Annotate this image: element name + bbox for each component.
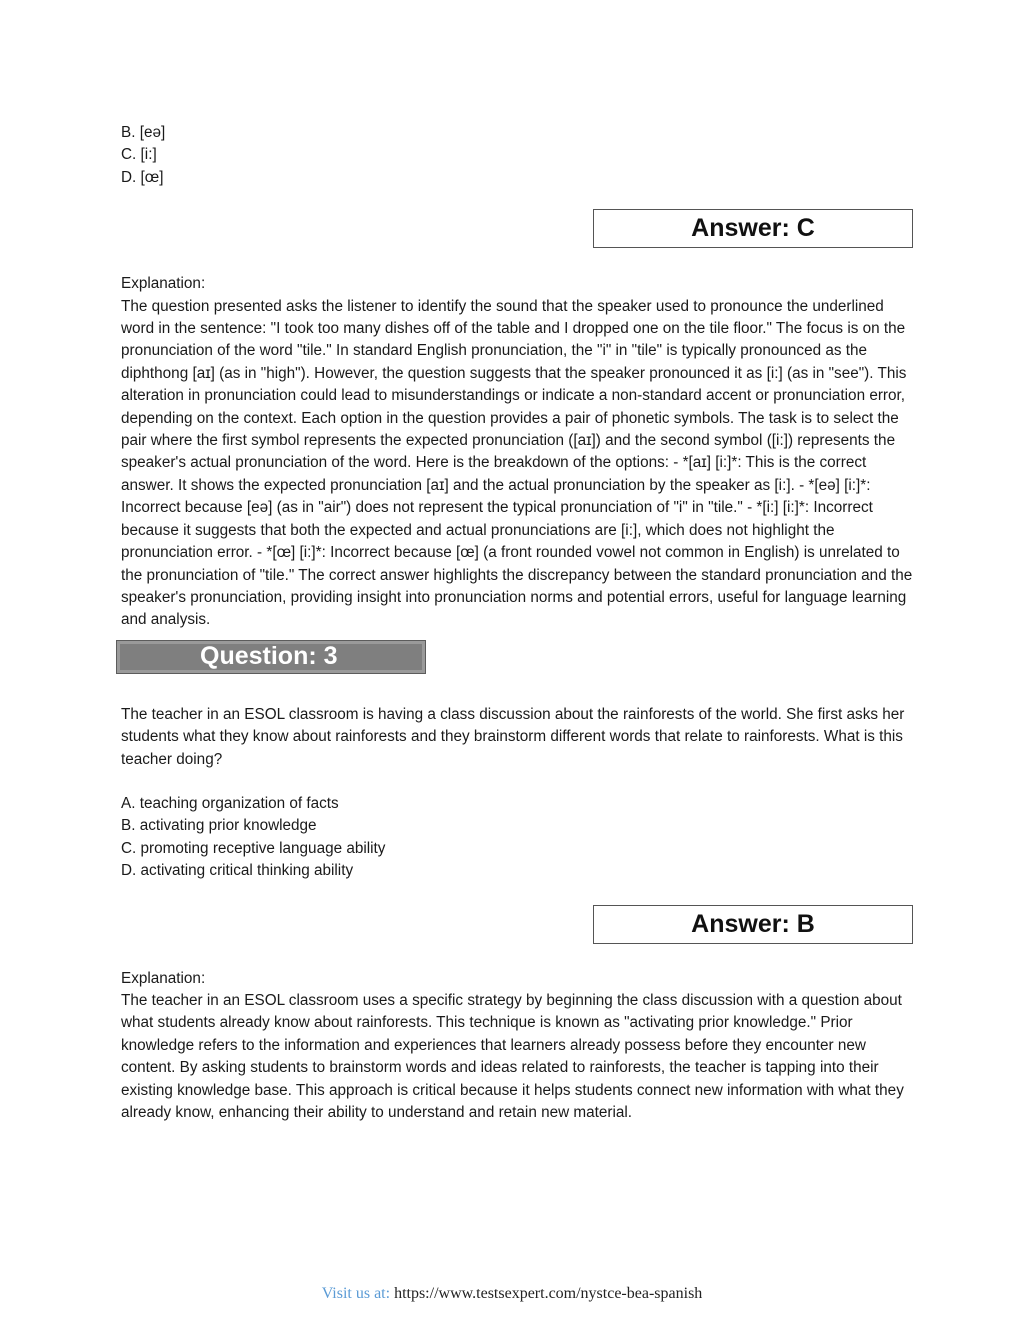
answer-row <box>121 905 913 945</box>
option-a: A. teaching organization of facts <box>121 794 339 812</box>
page-footer <box>0 1285 1024 1303</box>
option-b: B. activating prior knowledge <box>121 817 317 835</box>
option-c: C. promoting receptive language ability <box>121 839 386 857</box>
options-list <box>121 793 913 883</box>
answer-row <box>121 209 913 249</box>
answer-box: Answer: C <box>593 209 913 248</box>
option-b: B. [eə] <box>121 124 166 141</box>
answer-box: Answer: B <box>593 905 913 944</box>
option-d: D. activating critical thinking ability <box>121 862 354 880</box>
option-d: D. [œ] <box>121 168 164 186</box>
document-page <box>121 122 913 1124</box>
question-heading: Question: 3 <box>116 640 426 674</box>
visit-label: Visit us at: <box>321 1285 391 1302</box>
question-prompt: The teacher in an ESOL classroom is having a class discussion about the rainforests of the world. She first asks her students what they know about rainforests and they brainstorm different words that relate to rainforests. What is this teacher doing? <box>121 705 905 768</box>
explanation-label: Explanation: <box>121 969 206 987</box>
footer-link[interactable]: https://www.testsexpert.com/nystce-bea-spanish <box>394 1285 703 1302</box>
explanation-text: The teacher in an ESOL classroom uses a specific strategy by beginning the class discussion with a question about what students already know about rainforests. This technique is known as "activating prior knowledge." Prior knowledge refers to the information and experiences that learners already possess before they encounter new content. By asking students to brainstorm words and ideas related to rainforests, the teacher is tapping into their existing knowledge base. This approach is critical because it helps students connect new information with what they already know, enhancing their ability to understand and retain new material. <box>121 991 904 1121</box>
explanation-label: Explanation: <box>121 275 206 293</box>
explanation-text: The question presented asks the listener to identify the sound that the speaker used to pronounce the underlined word in the sentence: "I took too many dishes off of the table and I dropped one on the tile floor." The focus is on the pronunciation of the word "tile." In standard English pronunciation, the "i" in "tile" is typically pronounced as the diphthong [aɪ] (as in "high"). However, the question suggests that the speaker pronounced it as [i:] (as in "see"). This alteration in pronunciation could lead to misunderstandings or indicate a non-standard accent or pronunciation error, depending on the context. Each option in the question provides a pair of phonetic symbols. The task is to select the pair where the first symbol represents the expected pronunciation ([aɪ]) and the second symbol ([i:]) represents the speaker's actual pronunciation of the word. Here is the breakdown of the options: - *[aɪ] [i:]*: This is the correct answer. It shows the expected pronunciation [aɪ] and the actual pronunciation by the speaker as [i:]. - *[eə] [i:]*: Incorrect because [eə] (as in "air") does not represent the typical pronunciation of "i" in "tile." - *[i:] [i:]*: Incorrect because it suggests that both the expected and actual pronunciations are [i:], which does not highlight the pronunciation error. - *[œ] [i:]*: Incorrect because [œ] (a front rounded vowel not common in English) is unrelated to the pronunciation of "tile." The correct answer highlights the discrepancy between the standard pronunciation and the speaker's pronunciation, providing insight into pronunciation norms and potential errors, useful for language learning and analysis. <box>121 297 913 629</box>
option-c: C. [i:] <box>121 146 157 164</box>
